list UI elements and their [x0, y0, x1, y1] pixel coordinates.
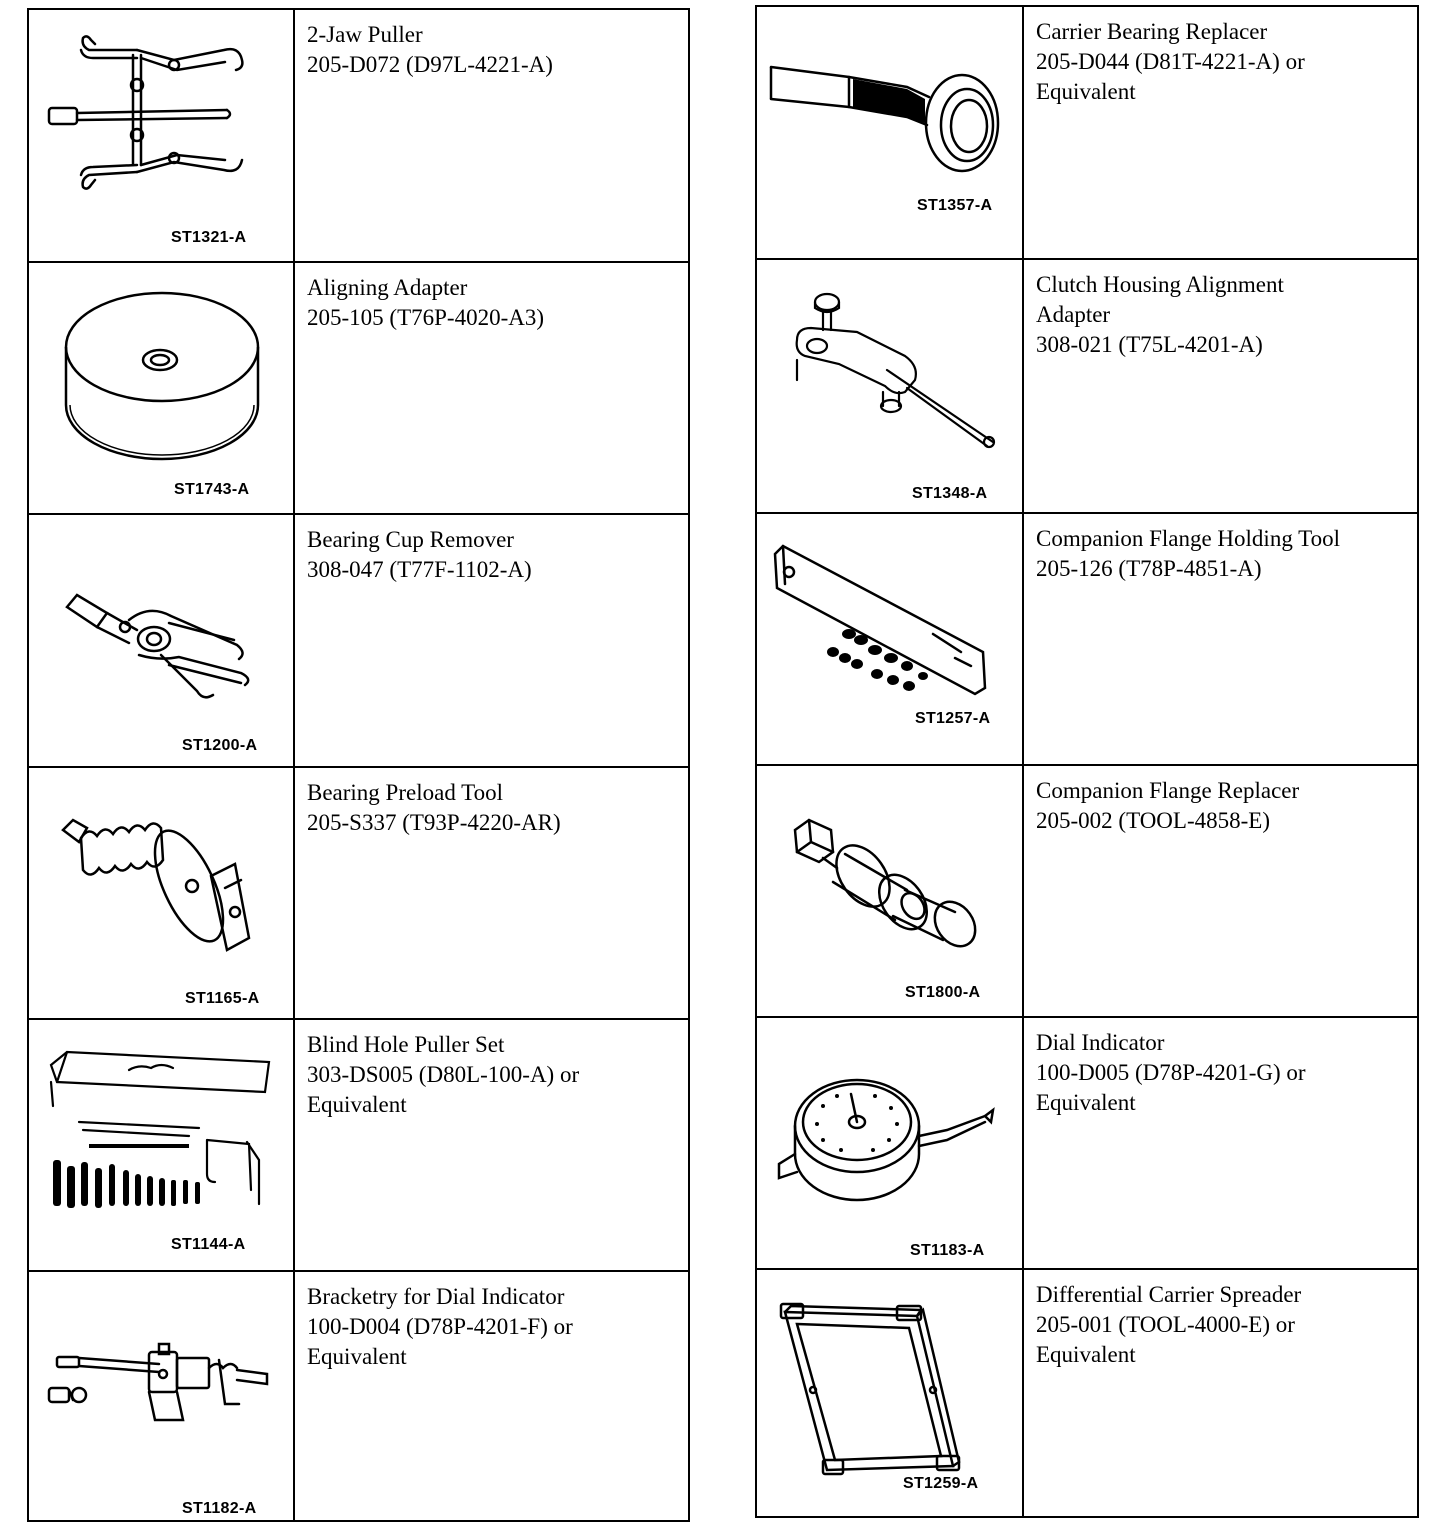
- illustration-code: ST1257-A: [915, 710, 991, 727]
- illustration-code: ST1144-A: [171, 1236, 246, 1253]
- tool-row: [29, 515, 688, 768]
- tool-description: [295, 1272, 688, 1522]
- differential-carrier-spreader-icon: [757, 1270, 1022, 1516]
- tool-description: [1024, 514, 1417, 764]
- illustration-code: ST1348-A: [912, 485, 988, 502]
- tool-row: [29, 768, 688, 1020]
- carrier-bearing-replacer-icon: [757, 7, 1022, 258]
- tool-row: [757, 1270, 1417, 1518]
- clutch-housing-alignment-adapter-icon: [757, 260, 1022, 512]
- blind-hole-puller-set-icon: [29, 1020, 293, 1270]
- part-number: Adapter: [1036, 302, 1111, 327]
- part-number: 205-D044 (D81T-4221-A) or: [1036, 49, 1305, 74]
- tool-row: [29, 1020, 688, 1272]
- part-number: 308-047 (T77F-1102-A): [307, 557, 532, 582]
- tool-description: [1024, 7, 1417, 258]
- bearing-cup-remover-icon: [29, 515, 293, 766]
- tool-description: [1024, 1018, 1417, 1268]
- part-number: 303-DS005 (D80L-100-A) or: [307, 1062, 580, 1087]
- tool-description: [295, 515, 688, 766]
- illustration-cell: [757, 1018, 1024, 1268]
- tool-name: Aligning Adapter: [307, 275, 468, 300]
- tool-note: Equivalent: [1036, 1342, 1136, 1367]
- illustration-cell: [29, 1020, 295, 1270]
- illustration-code: ST1200-A: [182, 737, 258, 754]
- tool-name: Bearing Preload Tool: [307, 780, 503, 805]
- illustration-code: ST1321-A: [171, 229, 247, 246]
- illustration-code: ST1259-A: [903, 1475, 979, 1492]
- tool-description: [1024, 1270, 1417, 1518]
- illustration-cell: [757, 514, 1024, 764]
- tool-description: [295, 263, 688, 513]
- tool-row: [29, 1272, 688, 1522]
- tool-description: [1024, 260, 1417, 512]
- tool-note: Equivalent: [1036, 1090, 1136, 1115]
- illustration-cell: [757, 1270, 1024, 1518]
- tool-name: Companion Flange Holding Tool: [1036, 526, 1340, 551]
- illustration-cell: [29, 515, 295, 766]
- tool-row: [757, 514, 1417, 766]
- illustration-cell: [757, 766, 1024, 1016]
- tool-note: Equivalent: [307, 1344, 407, 1369]
- two-jaw-puller-icon: [29, 10, 293, 261]
- illustration-code: ST1182-A: [182, 1500, 257, 1517]
- illustration-code: ST1743-A: [174, 481, 250, 498]
- part-number: 205-002 (TOOL-4858-E): [1036, 808, 1270, 833]
- part-number: 205-105 (T76P-4020-A3): [307, 305, 544, 330]
- tool-description: [295, 768, 688, 1018]
- tool-name: Clutch Housing Alignment: [1036, 272, 1284, 297]
- illustration-cell: [29, 10, 295, 261]
- illustration-cell: [757, 7, 1024, 258]
- tool-row: [757, 7, 1417, 260]
- illustration-cell: [29, 263, 295, 513]
- tool-name: Bearing Cup Remover: [307, 527, 514, 552]
- dial-indicator-bracketry-icon: [29, 1272, 293, 1520]
- illustration-code: ST1357-A: [917, 197, 993, 214]
- illustration-cell: [29, 1272, 295, 1522]
- part-number: 205-S337 (T93P-4220-AR): [307, 810, 561, 835]
- bearing-preload-tool-icon: [29, 768, 293, 1018]
- tool-name: Bracketry for Dial Indicator: [307, 1284, 565, 1309]
- tool-description: [295, 1020, 688, 1270]
- dial-indicator-icon: [757, 1018, 1022, 1268]
- aligning-adapter-icon: [29, 263, 293, 513]
- tool-description: [295, 10, 688, 261]
- companion-flange-replacer-icon: [757, 766, 1022, 1016]
- tool-row: [29, 10, 688, 263]
- tool-note: Equivalent: [1036, 79, 1136, 104]
- illustration-code: ST1183-A: [910, 1242, 985, 1259]
- tool-name: Carrier Bearing Replacer: [1036, 19, 1268, 44]
- tool-name: Differential Carrier Spreader: [1036, 1282, 1302, 1307]
- tool-name: Companion Flange Replacer: [1036, 778, 1300, 803]
- illustration-code: ST1800-A: [905, 984, 981, 1001]
- tool-table-left: [27, 8, 690, 1522]
- illustration-cell: [29, 768, 295, 1018]
- tool-note: 308-021 (T75L-4201-A): [1036, 332, 1263, 357]
- tool-name: 2-Jaw Puller: [307, 22, 423, 47]
- tool-table-right: [755, 5, 1419, 1518]
- tool-row: [757, 766, 1417, 1018]
- illustration-cell: [757, 260, 1024, 512]
- tool-note: Equivalent: [307, 1092, 407, 1117]
- part-number: 100-D005 (D78P-4201-G) or: [1036, 1060, 1306, 1085]
- part-number: 100-D004 (D78P-4201-F) or: [307, 1314, 573, 1339]
- tool-name: Dial Indicator: [1036, 1030, 1165, 1055]
- part-number: 205-126 (T78P-4851-A): [1036, 556, 1262, 581]
- tool-row: [757, 1018, 1417, 1270]
- tool-description: [1024, 766, 1417, 1016]
- part-number: 205-D072 (D97L-4221-A): [307, 52, 553, 77]
- illustration-code: ST1165-A: [185, 990, 260, 1007]
- tool-row: [757, 260, 1417, 514]
- part-number: 205-001 (TOOL-4000-E) or: [1036, 1312, 1295, 1337]
- tool-row: [29, 263, 688, 515]
- tool-name: Blind Hole Puller Set: [307, 1032, 505, 1057]
